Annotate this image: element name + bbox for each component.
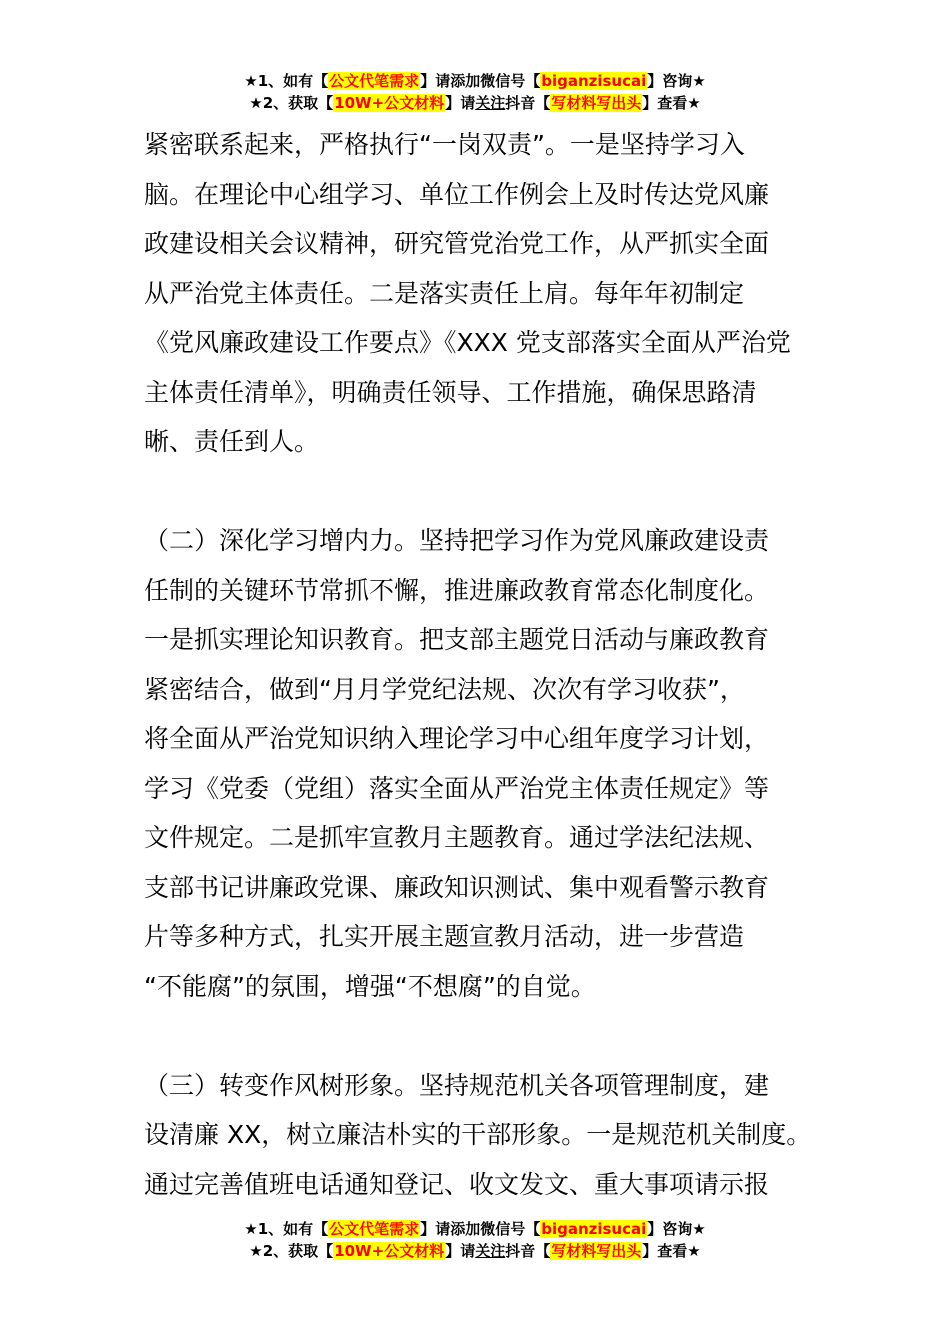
paragraph-3 [144, 1061, 824, 1210]
banner-text: ★2、获取【 [249, 94, 334, 112]
text-line: （三）转变作风树形象。坚持规范机关各项管理制度，建 [144, 1070, 770, 1100]
text-line: 片等多种方式，扎实开展主题宣教月活动，进一步营造 [144, 922, 745, 951]
banner-highlight: 10W+公文材料 [334, 94, 445, 112]
text-line: 一是抓实理论知识教育。把支部主题党日活动与廉政教育 [144, 625, 770, 654]
banner-highlight: biganzisucai [541, 1220, 647, 1238]
text-line: 紧密结合，做到“月月学党纪法规、次次有学习收获”， [144, 674, 745, 704]
banner-text: ★2、获取【 [249, 1242, 334, 1260]
text-line: 晰、责任到人。 [144, 427, 320, 456]
banner-text: 】请添加微信号【 [420, 72, 541, 90]
paragraph-2 [144, 516, 824, 1011]
text-line: 从严治党主体责任。二是落实责任上肩。每年年初制定 [144, 278, 745, 308]
text-line: 设清廉 XX，树立廉洁朴实的干部形象。一是规范机关制度。 [144, 1120, 812, 1149]
document-body [144, 120, 824, 1209]
banner-highlight: 10W+公文材料 [334, 1242, 445, 1260]
text-line: 《党风廉政建设工作要点》《XXX 党支部落实全面从严治党 [144, 328, 791, 357]
banner-text: 抖音【 [505, 1242, 551, 1260]
text-line: 主体责任清单》，明确责任领导、工作措施，确保思路清 [144, 377, 757, 407]
banner-text: 】请 [445, 1242, 476, 1260]
text-line: （二）深化学习增内力。坚持把学习作为党风廉政建设责 [144, 526, 770, 555]
text-line: 学习《党委（党组）落实全面从严治党主体责任规定》等 [144, 773, 770, 803]
banner-highlight: 写材料写出头 [551, 94, 642, 112]
banner-text: ★1、如有【 [244, 1220, 329, 1238]
text-line: 将全面从严治党知识纳入理论学习中心组年度学习计划， [144, 724, 770, 753]
banner-text: 】咨询★ [647, 1220, 706, 1238]
paragraph-1 [144, 120, 824, 467]
banner-line-1 [0, 70, 950, 92]
banner-text: 】请添加微信号【 [420, 1220, 541, 1238]
banner-text: 】请 [445, 94, 476, 112]
text-line: 政建设相关会议精神，研究管党治党工作，从严抓实全面 [144, 229, 770, 258]
banner-line-2 [0, 1240, 950, 1262]
text-line: “不能腐”的氛围，增强“不想腐”的自觉。 [144, 971, 596, 1001]
text-line: 脑。在理论中心组学习、单位工作例会上及时传达党风廉 [144, 179, 770, 209]
header-banner [0, 70, 950, 114]
banner-underlined-text: 关注 [475, 94, 506, 112]
text-line: 通过完善值班电话通知登记、收文发文、重大事项请示报 [144, 1169, 770, 1199]
banner-line-2 [0, 92, 950, 114]
banner-highlight: 公文代笔需求 [329, 72, 420, 90]
banner-highlight: biganzisucai [541, 72, 647, 90]
footer-banner [0, 1218, 950, 1262]
paragraph-spacer [144, 467, 824, 517]
banner-highlight: 公文代笔需求 [329, 1220, 420, 1238]
text-line: 支部书记讲廉政党课、廉政知识测试、集中观看警示教育 [144, 872, 770, 902]
text-line: 紧密联系起来，严格执行“一岗双责”。一是坚持学习入 [144, 130, 745, 159]
banner-text: 】咨询★ [647, 72, 706, 90]
banner-line-1 [0, 1218, 950, 1240]
banner-text: 】查看★ [642, 1242, 701, 1260]
banner-highlight: 写材料写出头 [551, 1242, 642, 1260]
banner-underlined-text: 关注 [475, 1242, 506, 1260]
paragraph-spacer [144, 1011, 824, 1061]
banner-text: ★1、如有【 [244, 72, 329, 90]
banner-text: 抖音【 [505, 94, 551, 112]
banner-text: 】查看★ [642, 94, 701, 112]
text-line: 文件规定。二是抓牢宣教月主题教育。通过学法纪法规、 [144, 823, 770, 852]
text-line: 任制的关键环节常抓不懈，推进廉政教育常态化制度化。 [144, 575, 770, 605]
